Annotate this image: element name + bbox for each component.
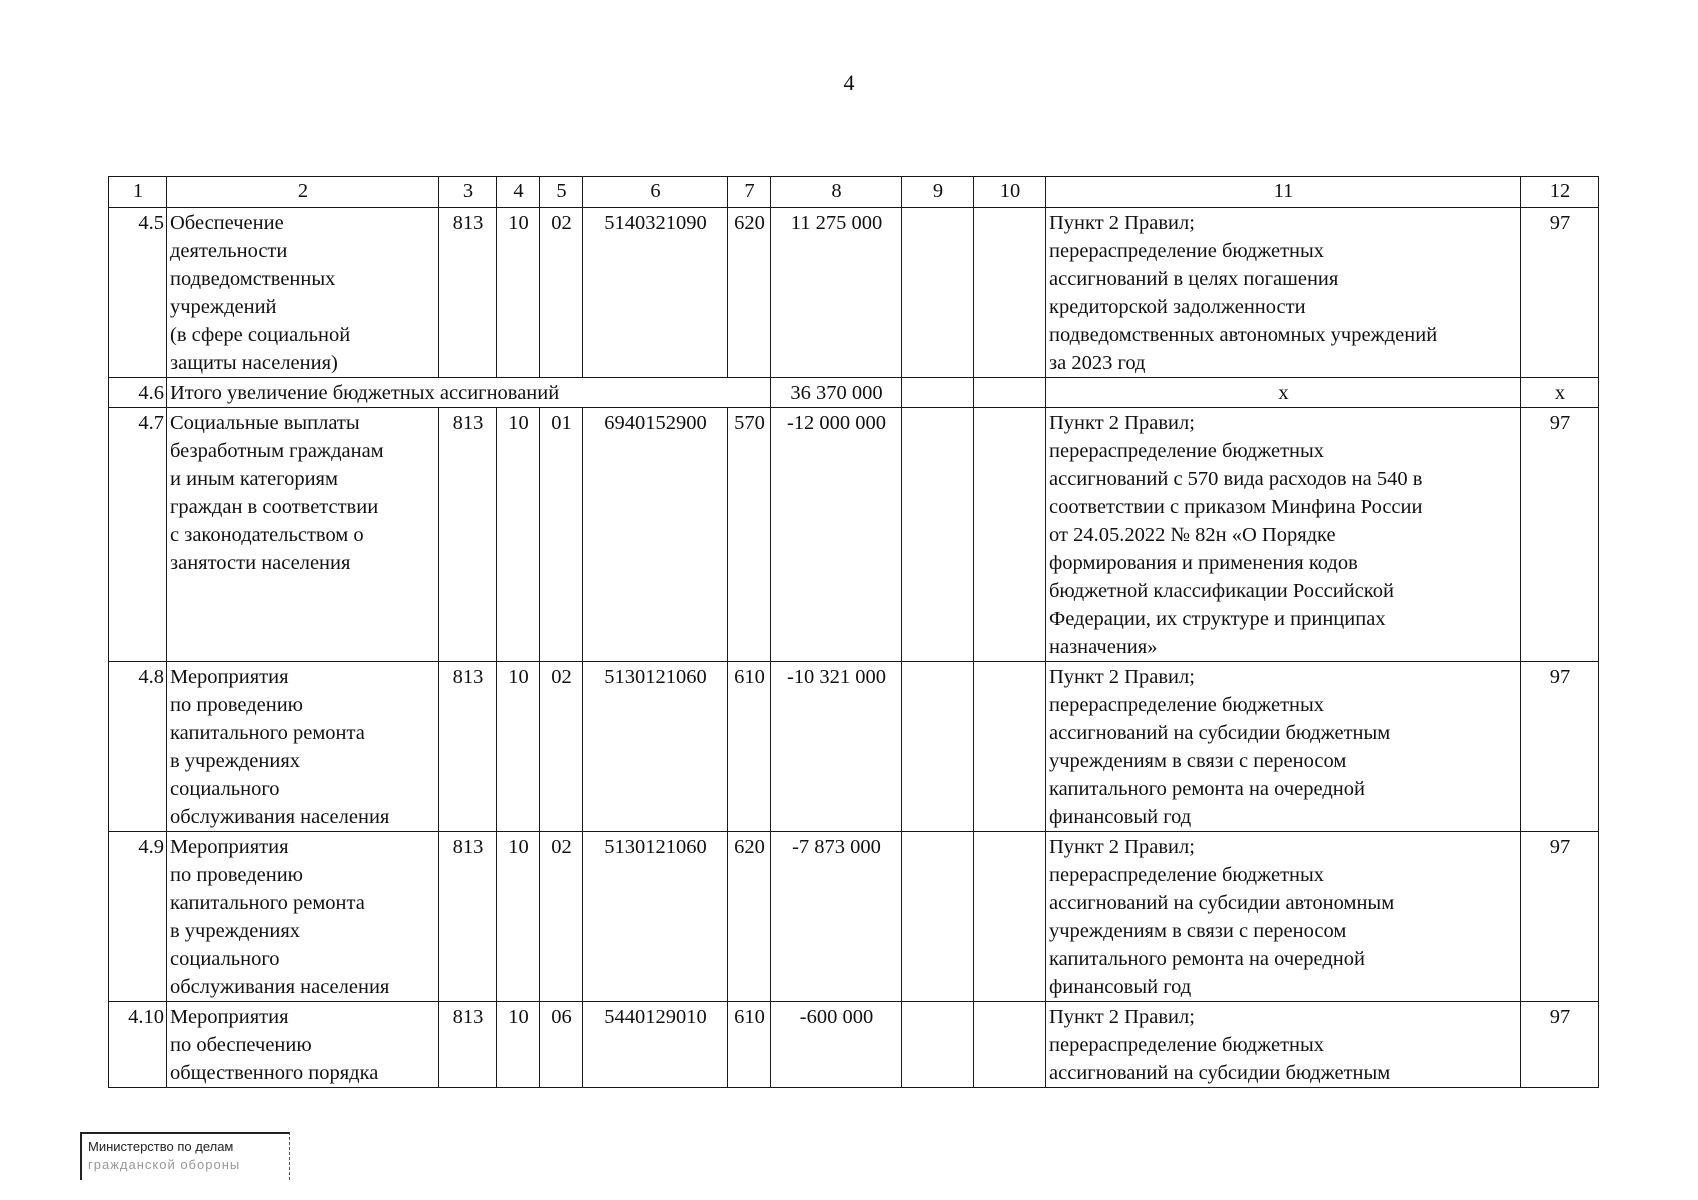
basis-line: ассигнований в целях погашения bbox=[1049, 268, 1339, 290]
empty-cell bbox=[902, 208, 974, 378]
expense-name-line: учреждений bbox=[170, 296, 277, 318]
basis-line: за 2023 год bbox=[1049, 352, 1146, 374]
basis-line: финансовый год bbox=[1049, 806, 1192, 828]
basis-line: формирования и применения кодов bbox=[1049, 552, 1358, 574]
total-row bbox=[109, 378, 1599, 408]
basis-text bbox=[1046, 662, 1521, 832]
row-number: 4.7 bbox=[109, 408, 167, 662]
expense-name-line: капитального ремонта bbox=[170, 722, 365, 744]
basis-line: Пункт 2 Правил; bbox=[1049, 836, 1195, 858]
header-cell: 9 bbox=[902, 177, 974, 208]
header-cell: 11 bbox=[1046, 177, 1521, 208]
expense-name-line: занятости населения bbox=[170, 552, 351, 574]
table-row bbox=[109, 208, 1599, 378]
amount: 36 370 000 bbox=[771, 378, 902, 408]
basis-line: от 24.05.2022 № 82н «О Порядке bbox=[1049, 524, 1336, 546]
code-12: 97 bbox=[1521, 832, 1599, 1002]
header-cell: 10 bbox=[974, 177, 1046, 208]
expense-name-line: по обеспечению bbox=[170, 1034, 312, 1056]
expense-name-line: по проведению bbox=[170, 694, 303, 716]
expense-name-line: капитального ремонта bbox=[170, 892, 365, 914]
header-cell: 5 bbox=[540, 177, 583, 208]
table-row bbox=[109, 832, 1599, 1002]
basis-line: Пункт 2 Правил; bbox=[1049, 212, 1195, 234]
basis-line: ассигнований на субсидии автономным bbox=[1049, 892, 1395, 914]
expense-type-code: 620 bbox=[728, 208, 771, 378]
table-row bbox=[109, 408, 1599, 662]
amount: 11 275 000 bbox=[771, 208, 902, 378]
basis-x-mark: х bbox=[1046, 378, 1521, 408]
expense-name-line: социального bbox=[170, 778, 280, 800]
budget-allocation-table bbox=[108, 176, 1599, 1088]
expense-name-line: Обеспечение bbox=[170, 212, 284, 234]
basis-line: перераспределение бюджетных bbox=[1049, 240, 1325, 262]
basis-line: подведомственных автономных учреждений bbox=[1049, 324, 1438, 346]
expense-name-line: безработным гражданам bbox=[170, 440, 384, 462]
basis-line: перераспределение бюджетных bbox=[1049, 694, 1325, 716]
empty-cell bbox=[974, 208, 1046, 378]
empty-cell bbox=[902, 832, 974, 1002]
row-number: 4.5 bbox=[109, 208, 167, 378]
basis-line: ассигнований на субсидии бюджетным bbox=[1049, 1062, 1391, 1084]
empty-cell bbox=[974, 408, 1046, 662]
basis-line: финансовый год bbox=[1049, 976, 1192, 998]
basis-line: учреждениям в связи с переносом bbox=[1049, 750, 1347, 772]
expense-type-code: 570 bbox=[728, 408, 771, 662]
basis-line: соответствии с приказом Минфина России bbox=[1049, 496, 1423, 518]
basis-text bbox=[1046, 408, 1521, 662]
expense-name-line: подведомственных bbox=[170, 268, 336, 290]
basis-line: капитального ремонта на очередной bbox=[1049, 948, 1365, 970]
subsection-code: 02 bbox=[540, 208, 583, 378]
code-12: 97 bbox=[1521, 662, 1599, 832]
empty-cell bbox=[902, 1002, 974, 1088]
ministry-code: 813 bbox=[439, 832, 497, 1002]
header-cell: 3 bbox=[439, 177, 497, 208]
basis-text bbox=[1046, 1002, 1521, 1088]
basis-line: капитального ремонта на очередной bbox=[1049, 778, 1365, 800]
empty-cell bbox=[902, 378, 974, 408]
section-code: 10 bbox=[497, 662, 540, 832]
section-code: 10 bbox=[497, 408, 540, 662]
expense-name-line: обслуживания населения bbox=[170, 976, 390, 998]
amount: -600 000 bbox=[771, 1002, 902, 1088]
row-number: 4.10 bbox=[109, 1002, 167, 1088]
total-label: Итого увеличение бюджетных ассигнований bbox=[167, 378, 771, 408]
expense-name bbox=[167, 662, 439, 832]
table-header-row bbox=[109, 177, 1599, 208]
row-number: 4.8 bbox=[109, 662, 167, 832]
header-cell: 2 bbox=[167, 177, 439, 208]
ministry-stamp bbox=[80, 1132, 290, 1180]
empty-cell bbox=[902, 662, 974, 832]
expense-name-line: в учреждениях bbox=[170, 920, 301, 942]
basis-line: перераспределение бюджетных bbox=[1049, 864, 1325, 886]
header-cell: 12 bbox=[1521, 177, 1599, 208]
expense-name bbox=[167, 208, 439, 378]
expense-name-line: Социальные выплаты bbox=[170, 412, 360, 434]
expense-type-code: 610 bbox=[728, 662, 771, 832]
basis-line: Федерации, их структуре и принципах bbox=[1049, 608, 1386, 630]
basis-line: бюджетной классификации Российской bbox=[1049, 580, 1394, 602]
ministry-code: 813 bbox=[439, 1002, 497, 1088]
section-code: 10 bbox=[497, 832, 540, 1002]
expense-name-line: защиты населения) bbox=[170, 352, 338, 374]
basis-line: учреждениям в связи с переносом bbox=[1049, 920, 1347, 942]
expense-name-line: обслуживания населения bbox=[170, 806, 390, 828]
subsection-code: 02 bbox=[540, 832, 583, 1002]
stamp-line-faded: гражданской обороны bbox=[88, 1157, 241, 1172]
expense-name-line: (в сфере социальной bbox=[170, 324, 351, 346]
subsection-code: 01 bbox=[540, 408, 583, 662]
empty-cell bbox=[974, 1002, 1046, 1088]
expense-name-line: с законодательством о bbox=[170, 524, 364, 546]
target-article-code: 6940152900 bbox=[583, 408, 728, 662]
section-code: 10 bbox=[497, 1002, 540, 1088]
ministry-code: 813 bbox=[439, 208, 497, 378]
empty-cell bbox=[974, 832, 1046, 1002]
subsection-code: 02 bbox=[540, 662, 583, 832]
expense-name-line: социального bbox=[170, 948, 280, 970]
expense-name-line: деятельности bbox=[170, 240, 288, 262]
ministry-code: 813 bbox=[439, 408, 497, 662]
header-cell: 4 bbox=[497, 177, 540, 208]
basis-line: назначения» bbox=[1049, 636, 1158, 658]
target-article-code: 5130121060 bbox=[583, 662, 728, 832]
expense-type-code: 610 bbox=[728, 1002, 771, 1088]
header-cell: 6 bbox=[583, 177, 728, 208]
basis-line: Пункт 2 Правил; bbox=[1049, 1006, 1195, 1028]
code-12: 97 bbox=[1521, 1002, 1599, 1088]
expense-name bbox=[167, 408, 439, 662]
expense-name bbox=[167, 832, 439, 1002]
basis-line: перераспределение бюджетных bbox=[1049, 440, 1325, 462]
expense-name bbox=[167, 1002, 439, 1088]
expense-name-line: общественного порядка bbox=[170, 1062, 379, 1084]
table-row bbox=[109, 1002, 1599, 1088]
table-row bbox=[109, 662, 1599, 832]
header-cell: 1 bbox=[109, 177, 167, 208]
page-number: 4 bbox=[843, 70, 855, 95]
code-12-x-mark: х bbox=[1521, 378, 1599, 408]
expense-name-line: Мероприятия bbox=[170, 666, 289, 688]
ministry-code: 813 bbox=[439, 662, 497, 832]
expense-type-code: 620 bbox=[728, 832, 771, 1002]
basis-text bbox=[1046, 832, 1521, 1002]
section-code: 10 bbox=[497, 208, 540, 378]
stamp-line: Министерство по делам bbox=[88, 1139, 234, 1154]
expense-name-line: по проведению bbox=[170, 864, 303, 886]
expense-name-line: граждан в соответствии bbox=[170, 496, 379, 518]
expense-name-line: Мероприятия bbox=[170, 836, 289, 858]
subsection-code: 06 bbox=[540, 1002, 583, 1088]
header-cell: 7 bbox=[728, 177, 771, 208]
amount: -7 873 000 bbox=[771, 832, 902, 1002]
basis-line: кредиторской задолженности bbox=[1049, 296, 1306, 318]
basis-line: ассигнований на субсидии бюджетным bbox=[1049, 722, 1391, 744]
empty-cell bbox=[902, 408, 974, 662]
basis-text bbox=[1046, 208, 1521, 378]
amount: -12 000 000 bbox=[771, 408, 902, 662]
target-article-code: 5130121060 bbox=[583, 832, 728, 1002]
basis-line: перераспределение бюджетных bbox=[1049, 1034, 1325, 1056]
basis-line: Пункт 2 Правил; bbox=[1049, 666, 1195, 688]
basis-line: ассигнований с 570 вида расходов на 540 в bbox=[1049, 468, 1423, 490]
expense-name-line: и иным категориям bbox=[170, 468, 338, 490]
expense-name-line: Мероприятия bbox=[170, 1006, 289, 1028]
header-cell: 8 bbox=[771, 177, 902, 208]
empty-cell bbox=[974, 662, 1046, 832]
row-number: 4.6 bbox=[109, 378, 167, 408]
basis-line: Пункт 2 Правил; bbox=[1049, 412, 1195, 434]
code-12: 97 bbox=[1521, 408, 1599, 662]
target-article-code: 5440129010 bbox=[583, 1002, 728, 1088]
expense-name-line: в учреждениях bbox=[170, 750, 301, 772]
target-article-code: 5140321090 bbox=[583, 208, 728, 378]
amount: -10 321 000 bbox=[771, 662, 902, 832]
code-12: 97 bbox=[1521, 208, 1599, 378]
empty-cell bbox=[974, 378, 1046, 408]
row-number: 4.9 bbox=[109, 832, 167, 1002]
